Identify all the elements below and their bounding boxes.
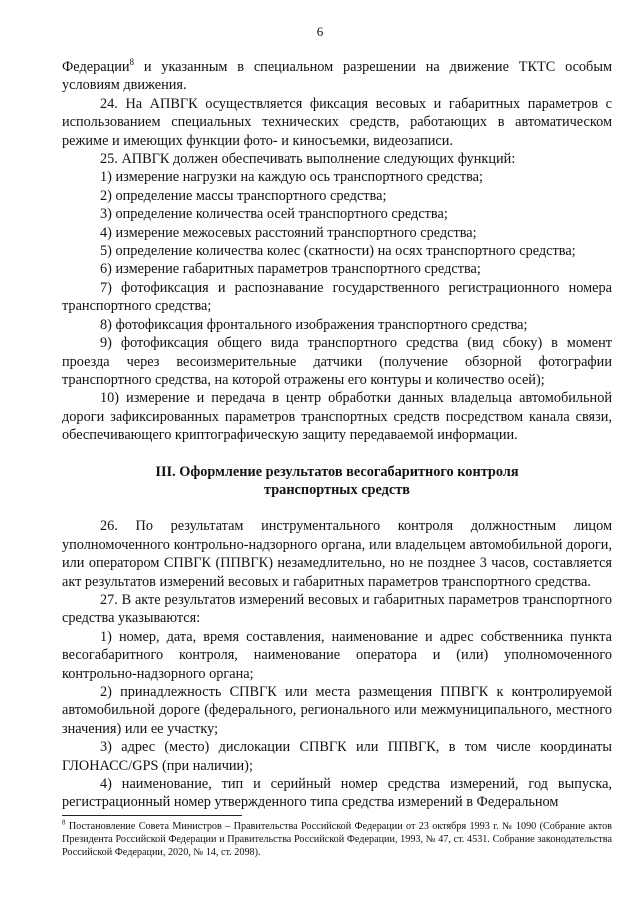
paragraph [62,95,612,150]
paragraph-text: 4) измерение межосевых расстояний транспортного средства; [100,224,477,241]
paragraph-text: Федерации [62,59,130,75]
section-heading-line-2: транспортных средств [264,481,410,498]
paragraph [62,517,612,591]
paragraph [62,168,612,186]
paragraph [62,224,612,242]
paragraph [62,205,612,223]
page-number: 6 [316,24,324,39]
footnote-marker: 8 [62,818,66,827]
paragraph-text: 2) принадлежность СПВГК или места размещения ППВГК к контролируемой автомобильной дороге (федерального, регионального или межмуниципального, местного значения) или ее участку; [62,684,612,737]
paragraph-text: 2) определение массы транспортного средства; [100,187,387,204]
footnote-divider [62,815,242,816]
paragraph-group-results [62,517,612,812]
paragraph [62,187,612,205]
paragraph-text: 10) измерение и передача в центр обработки данных владельца автомобильной дороги зафиксированных параметров транспортных средств посредством канала связи, обеспечивающего криптографическую защиту передаваемой информации. [62,390,612,444]
paragraph [62,242,612,260]
paragraph-text: 1) измерение нагрузки на каждую ось транспортного средства; [100,169,483,186]
paragraph-text: 26. По результатам инструментального контроля должностным лицом уполномоченного контрольно-надзорного органа, или владельцем автомобильной дороги, или оператором СПВГК (ППВГК) незамедлительно, но не позднее 3 часов, составляется акт результатов измерений весовых и габаритных параметров транспортного средства. [62,518,612,590]
paragraph [62,279,612,316]
paragraph-text: 6) измерение габаритных параметров транспортного средства; [100,261,481,278]
paragraph [62,58,612,95]
paragraph-text: 3) определение количества осей транспортного средства; [100,206,448,223]
paragraph-text: 5) определение количества колес (скатности) на осях транспортного средства; [100,243,576,260]
paragraph [62,316,612,334]
paragraph-text: 24. На АПВГК осуществляется фиксация весовых и габаритных параметров с использованием специальных технических средств, работающих в автоматическом режиме и имеющих функции фото- и киносъемки, видеозаписи. [62,95,612,149]
paragraph [62,628,612,683]
document-body [62,58,612,812]
paragraph-text: 7) фотофиксация и распознавание государственного регистрационного номера транспортного средства; [62,279,612,315]
paragraph [62,738,612,775]
paragraph [62,683,612,738]
paragraph [62,150,612,168]
footnote-reference: 8 [129,57,135,68]
paragraph [62,334,612,389]
section-heading-line-1: III. Оформление результатов весогабаритного контроля [155,463,519,480]
paragraph [62,389,612,444]
paragraph-group-functions [62,58,612,445]
paragraph-text: 8) фотофиксация фронтального изображения транспортного средства; [100,316,528,333]
footnote [62,820,612,859]
paragraph-text: 1) номер, дата, время составления, наименование и адрес собственника пункта весогабаритного контроля, наименование оператора и (или) уполномоченного контрольно-надзорного органа; [62,628,612,682]
paragraph [62,260,612,278]
paragraph-text: 25. АПВГК должен обеспечивать выполнение следующих функций: [100,151,516,168]
paragraph-text: 3) адрес (место) дислокации СПВГК или ППВГК, в том числе координаты ГЛОНАСС/GPS (при наличии); [62,739,612,774]
paragraph-text: 4) наименование, тип и серийный номер средства измерений, год выпуска, регистрационный номер утвержденного типа средства измерений в Федеральном [62,776,612,811]
paragraph [62,775,612,812]
paragraph-text-continued: и указанным в специальном разрешении на движение ТКТС особым условиям движения. [62,59,612,94]
footnote-text: Постановление Совета Министров – Правительства Российской Федерации от 23 октября 1993 г. № 1090 (Собрание актов Президента Российской Федерации и Правительства Российской Федерации, 1993, № 47, ст. 4531. Собрание законодательства Российской Федерации, 2020, № 14, ст. 2098). [62,821,612,858]
paragraph-text: 27. В акте результатов измерений весовых и габаритных параметров транспортного средства указываются: [62,591,612,627]
section-heading [62,463,612,500]
paragraph-text: 9) фотофиксация общего вида транспортного средства (вид сбоку) в момент проезда через весоизмерительные датчики (получение обзорной фотографии транспортного средства, на которой отражены его контуры и количество осей); [62,335,612,388]
paragraph [62,591,612,628]
